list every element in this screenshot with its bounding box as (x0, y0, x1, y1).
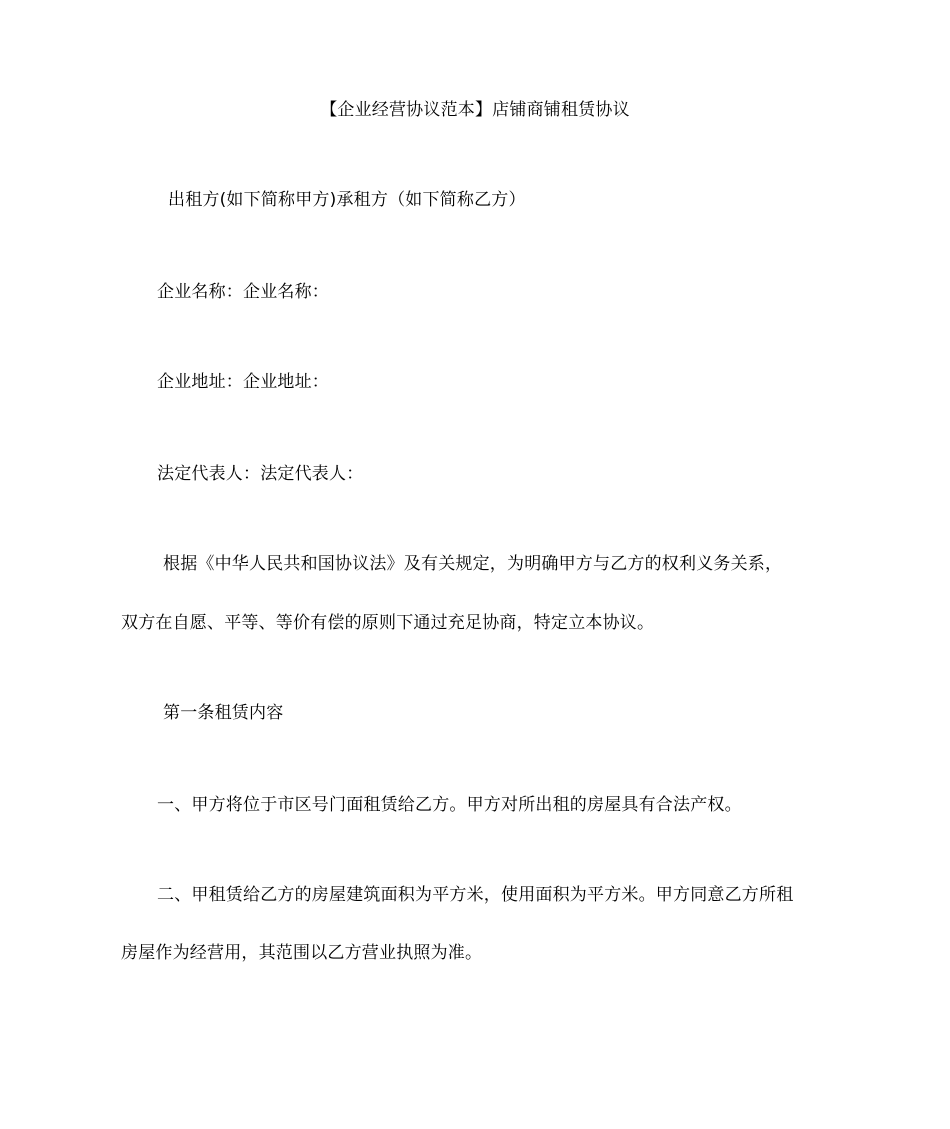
parties-intro: 出租方(如下简称甲方)承租方（如下简称乙方） (168, 190, 526, 210)
document-title: 【企业经营协议范本】店铺商铺租赁协议 (320, 100, 630, 120)
legal-basis-paragraph-line-1: 根据《中华人民共和国协议法》及有关规定，为明确甲方与乙方的权利义务关系， (163, 554, 783, 574)
article-1-item-1: 一、甲方将位于市区号门面租赁给乙方。甲方对所出租的房屋具有合法产权。 (157, 795, 742, 815)
article-1-item-2-line-1: 二、甲租赁给乙方的房屋建筑面积为平方米，使用面积为平方米。甲方同意乙方所租 (157, 885, 794, 905)
article-1-heading: 第一条租赁内容 (163, 703, 284, 723)
legal-basis-paragraph-line-2: 双方在自愿、平等、等价有偿的原则下通过充足协商，特定立本协议。 (121, 613, 655, 633)
legal-representative-field: 法定代表人：法定代表人： (157, 464, 364, 484)
article-1-item-2-line-2: 房屋作为经营用，其范围以乙方营业执照为准。 (121, 943, 483, 963)
company-address-field: 企业地址：企业地址： (157, 372, 329, 392)
company-name-field: 企业名称：企业名称： (157, 282, 329, 302)
